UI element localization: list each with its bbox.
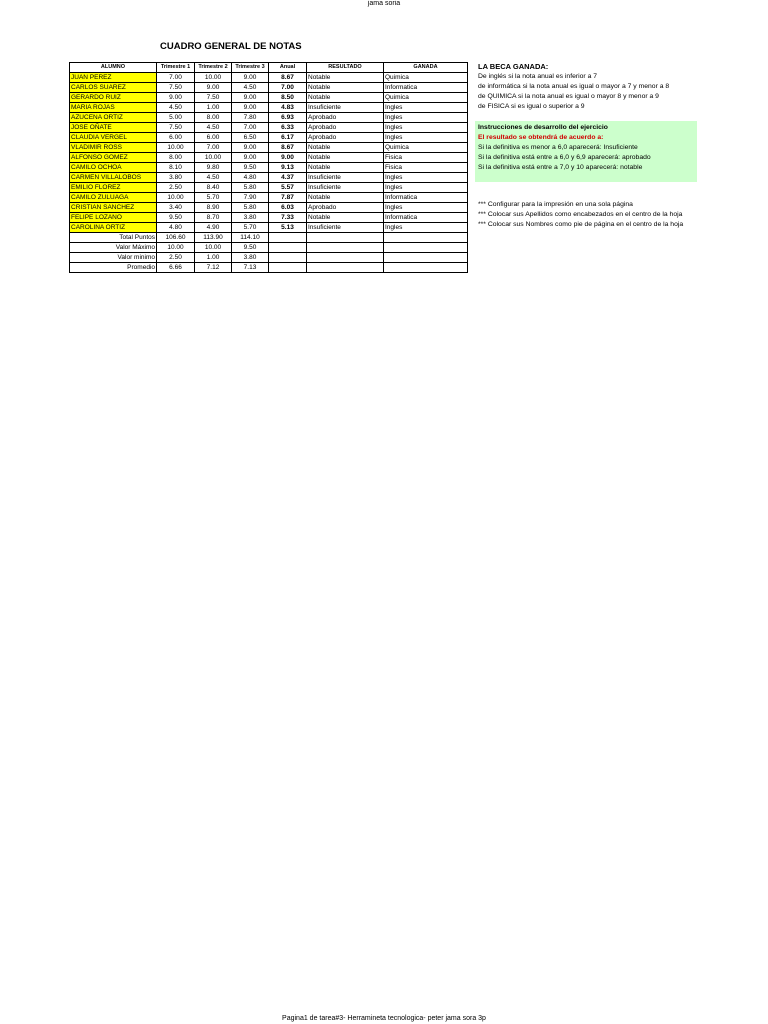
trimestre-3-cell: 5.70: [232, 223, 269, 233]
trimestre-3-cell: 5.80: [232, 203, 269, 213]
trimestre-1-cell: 8.10: [157, 163, 195, 173]
trimestre-3-cell: 4.50: [232, 83, 269, 93]
anual-cell: 7.87: [269, 193, 307, 203]
student-name: JUAN PEREZ: [70, 73, 157, 83]
page-title: CUADRO GENERAL DE NOTAS: [160, 41, 302, 52]
table-row: [70, 193, 468, 203]
student-name: CARMEN VILLALOBOS: [70, 173, 157, 183]
trimestre-3-cell: 9.00: [232, 73, 269, 83]
trimestre-2-cell: 5.70: [195, 193, 232, 203]
trimestre-2-cell: 9.00: [195, 83, 232, 93]
anual-cell: 9.13: [269, 163, 307, 173]
summary-t1-cell: 10.00: [157, 243, 195, 253]
column-header: Trimestre 3: [232, 63, 269, 73]
beca-line: de informática si la nota anual es igual o mayor a 7 y menor a 8: [478, 83, 670, 90]
ganada-cell: Quimica: [384, 73, 468, 83]
resultado-cell: Aprobado: [307, 123, 384, 133]
resultado-cell: Aprobado: [307, 113, 384, 123]
beca-line: De inglés si la nota anual es inferior a 7: [478, 73, 598, 80]
summary-label: Valor Máximo: [70, 243, 157, 253]
summary-empty-cell: [307, 253, 384, 263]
trimestre-1-cell: 4.80: [157, 223, 195, 233]
resultado-cell: Notable: [307, 163, 384, 173]
page-header: jama soria: [367, 0, 401, 7]
ganada-cell: Fisica: [384, 153, 468, 163]
instructions-subtitle: El resultado se obtendrá de acuerdo a:: [478, 134, 604, 141]
trimestre-2-cell: 6.00: [195, 133, 232, 143]
trimestre-2-cell: 10.00: [195, 73, 232, 83]
student-name: JOSE OÑATE: [70, 123, 157, 133]
ganada-cell: Ingles: [384, 113, 468, 123]
table-row: [70, 73, 468, 83]
anual-cell: 4.83: [269, 103, 307, 113]
trimestre-1-cell: 7.50: [157, 83, 195, 93]
ganada-cell: Ingles: [384, 173, 468, 183]
resultado-cell: Notable: [307, 213, 384, 223]
trimestre-3-cell: 4.80: [232, 173, 269, 183]
table-row: [70, 143, 468, 153]
trimestre-3-cell: 7.00: [232, 123, 269, 133]
table-row: [70, 183, 468, 193]
student-name: GERARDO RUIZ: [70, 93, 157, 103]
resultado-cell: Notable: [307, 143, 384, 153]
summary-empty-cell: [384, 243, 468, 253]
ganada-cell: Fisica: [384, 163, 468, 173]
grades-table: [69, 62, 468, 273]
table-row: [70, 153, 468, 163]
student-name: MARIA ROJAS: [70, 103, 157, 113]
summary-t2-cell: 1.00: [195, 253, 232, 263]
beca-line: de FISICA si es igual o superior a 9: [478, 103, 585, 110]
table-row: [70, 223, 468, 233]
trimestre-2-cell: 7.50: [195, 93, 232, 103]
trimestre-1-cell: 8.00: [157, 153, 195, 163]
student-name: VLADIMIR ROSS: [70, 143, 157, 153]
summary-t3-cell: 3.80: [232, 253, 269, 263]
trimestre-1-cell: 9.50: [157, 213, 195, 223]
notes-section: [478, 200, 683, 230]
trimestre-1-cell: 10.00: [157, 193, 195, 203]
summary-empty-cell: [384, 253, 468, 263]
trimestre-1-cell: 6.00: [157, 133, 195, 143]
table-row: [70, 123, 468, 133]
anual-cell: 6.03: [269, 203, 307, 213]
resultado-cell: Insuficiente: [307, 173, 384, 183]
anual-cell: 7.33: [269, 213, 307, 223]
table-row: [70, 93, 468, 103]
anual-cell: 5.13: [269, 223, 307, 233]
trimestre-1-cell: 2.50: [157, 183, 195, 193]
trimestre-3-cell: 6.50: [232, 133, 269, 143]
summary-row: [70, 263, 468, 273]
summary-t1-cell: 6.66: [157, 263, 195, 273]
summary-empty-cell: [269, 243, 307, 253]
instructions-title: Instrucciones de desarrollo del ejercicio: [478, 124, 608, 131]
note-line: *** Colocar sus Apellidos como encabezados en el centro de la hoja: [478, 211, 683, 218]
trimestre-3-cell: 3.80: [232, 213, 269, 223]
resultado-cell: Notable: [307, 93, 384, 103]
summary-t3-cell: 7.13: [232, 263, 269, 273]
instructions-box: [475, 121, 697, 182]
note-line: *** Configurar para la impresión en una sola página: [478, 201, 633, 208]
ganada-cell: Ingles: [384, 133, 468, 143]
page-footer: Pagina1 de tarea#3- Herramineta tecnologica- peter jama sora 3p: [282, 1015, 486, 1022]
column-header: Trimestre 2: [195, 63, 232, 73]
summary-t1-cell: 2.50: [157, 253, 195, 263]
trimestre-2-cell: 7.00: [195, 143, 232, 153]
summary-label: Total Puntos: [70, 233, 157, 243]
summary-empty-cell: [269, 233, 307, 243]
anual-cell: 8.50: [269, 93, 307, 103]
trimestre-1-cell: 10.00: [157, 143, 195, 153]
resultado-cell: Insuficiente: [307, 223, 384, 233]
table-row: [70, 83, 468, 93]
resultado-cell: Aprobado: [307, 133, 384, 143]
summary-empty-cell: [307, 243, 384, 253]
ganada-cell: Ingles: [384, 183, 468, 193]
trimestre-2-cell: 4.50: [195, 123, 232, 133]
instructions-line: Si la definitiva es menor a 6,0 aparecerá: Insuficiente: [478, 144, 638, 151]
trimestre-2-cell: 10.00: [195, 153, 232, 163]
anual-cell: 9.00: [269, 153, 307, 163]
table-row: [70, 213, 468, 223]
trimestre-2-cell: 8.90: [195, 203, 232, 213]
table-row: [70, 113, 468, 123]
trimestre-3-cell: 9.00: [232, 93, 269, 103]
trimestre-1-cell: 3.40: [157, 203, 195, 213]
trimestre-1-cell: 7.00: [157, 73, 195, 83]
table-row: [70, 203, 468, 213]
trimestre-2-cell: 4.50: [195, 173, 232, 183]
student-name: FELIPE LOZANO: [70, 213, 157, 223]
trimestre-1-cell: 5.00: [157, 113, 195, 123]
table-row: [70, 163, 468, 173]
resultado-cell: Insuficiente: [307, 183, 384, 193]
trimestre-3-cell: 9.00: [232, 143, 269, 153]
ganada-cell: Ingles: [384, 123, 468, 133]
ganada-cell: Ingles: [384, 203, 468, 213]
student-name: CARLOS SUAREZ: [70, 83, 157, 93]
trimestre-1-cell: 3.80: [157, 173, 195, 183]
trimestre-2-cell: 8.40: [195, 183, 232, 193]
trimestre-2-cell: 1.00: [195, 103, 232, 113]
summary-row: [70, 243, 468, 253]
trimestre-1-cell: 9.00: [157, 93, 195, 103]
column-header: Anual: [269, 63, 307, 73]
resultado-cell: Notable: [307, 153, 384, 163]
ganada-cell: Quimica: [384, 143, 468, 153]
trimestre-3-cell: 5.80: [232, 183, 269, 193]
ganada-cell: Ingles: [384, 103, 468, 113]
trimestre-2-cell: 8.70: [195, 213, 232, 223]
beca-title: LA BECA GANADA:: [478, 62, 549, 71]
student-name: EMILIO FLOREZ: [70, 183, 157, 193]
trimestre-3-cell: 9.00: [232, 103, 269, 113]
summary-row: [70, 233, 468, 243]
summary-empty-cell: [384, 263, 468, 273]
summary-empty-cell: [269, 253, 307, 263]
anual-cell: 4.37: [269, 173, 307, 183]
anual-cell: 8.67: [269, 73, 307, 83]
table-row: [70, 173, 468, 183]
instructions-line: Si la definitiva está entre a 6,0 y 6,9 aparecerá: aprobado: [478, 154, 651, 161]
summary-t1-cell: 106.60: [157, 233, 195, 243]
summary-empty-cell: [269, 263, 307, 273]
trimestre-1-cell: 4.50: [157, 103, 195, 113]
student-name: CAMILO ZULUAGA: [70, 193, 157, 203]
resultado-cell: Insuficiente: [307, 103, 384, 113]
student-name: CAROLINA ORTIZ: [70, 223, 157, 233]
student-name: CRISTIAN SANCHEZ: [70, 203, 157, 213]
trimestre-1-cell: 7.50: [157, 123, 195, 133]
summary-t2-cell: 113.90: [195, 233, 232, 243]
resultado-cell: Notable: [307, 73, 384, 83]
ganada-cell: Informatica: [384, 83, 468, 93]
anual-cell: 6.93: [269, 113, 307, 123]
ganada-cell: Informatica: [384, 213, 468, 223]
summary-t3-cell: 9.50: [232, 243, 269, 253]
trimestre-3-cell: 7.90: [232, 193, 269, 203]
anual-cell: 8.67: [269, 143, 307, 153]
anual-cell: 6.33: [269, 123, 307, 133]
trimestre-2-cell: 4.90: [195, 223, 232, 233]
trimestre-2-cell: 8.00: [195, 113, 232, 123]
anual-cell: 5.57: [269, 183, 307, 193]
student-name: ALFONSO GOMEZ: [70, 153, 157, 163]
summary-label: Valor minimo: [70, 253, 157, 263]
summary-label: Promedio: [70, 263, 157, 273]
table-row: [70, 103, 468, 113]
ganada-cell: Quimica: [384, 93, 468, 103]
trimestre-3-cell: 7.80: [232, 113, 269, 123]
beca-section: [478, 62, 669, 112]
student-name: AZUCENA ORTIZ: [70, 113, 157, 123]
note-line: *** Colocar sus Nombres como pie de página en el centro de la hoja: [478, 221, 684, 228]
beca-line: de QUIMICA si la nota anual es igual o mayor 8 y menor a 9: [478, 93, 659, 100]
instructions-line: Si la definitiva está entre a 7,0 y 10 aparecerá: notable: [478, 164, 643, 171]
summary-empty-cell: [307, 263, 384, 273]
ganada-cell: Informatica: [384, 193, 468, 203]
column-header: RESULTADO: [307, 63, 384, 73]
student-name: CAMILO OCHOA: [70, 163, 157, 173]
resultado-cell: Notable: [307, 193, 384, 203]
column-header: GANADA: [384, 63, 468, 73]
resultado-cell: Notable: [307, 83, 384, 93]
column-header: Trimestre 1: [157, 63, 195, 73]
summary-empty-cell: [384, 233, 468, 243]
ganada-cell: Ingles: [384, 223, 468, 233]
column-header: ALUMNO: [70, 63, 157, 73]
trimestre-3-cell: 9.50: [232, 163, 269, 173]
resultado-cell: Aprobado: [307, 203, 384, 213]
student-name: CLAUDIA VERGEL: [70, 133, 157, 143]
summary-t2-cell: 10.00: [195, 243, 232, 253]
summary-row: [70, 253, 468, 263]
trimestre-2-cell: 9.80: [195, 163, 232, 173]
table-header-row: [70, 63, 468, 73]
summary-empty-cell: [307, 233, 384, 243]
anual-cell: 6.17: [269, 133, 307, 143]
summary-t2-cell: 7.12: [195, 263, 232, 273]
table-row: [70, 133, 468, 143]
summary-t3-cell: 114.10: [232, 233, 269, 243]
anual-cell: 7.00: [269, 83, 307, 93]
trimestre-3-cell: 9.00: [232, 153, 269, 163]
